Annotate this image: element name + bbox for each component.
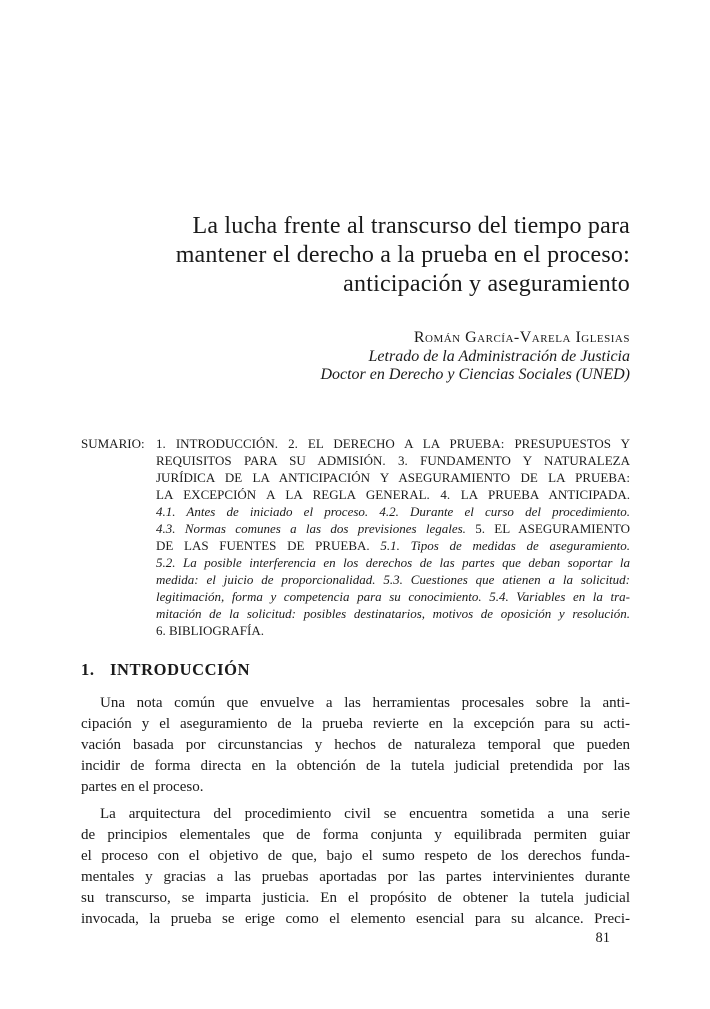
paragraph [81, 804, 630, 930]
paragraph-line: mentales y gracias a las pruebas aportadas por las partes intervinientes durante [81, 868, 630, 885]
summary-line [156, 435, 630, 452]
summary-line [156, 469, 630, 486]
summary-line [156, 622, 630, 639]
page-number: 81 [595, 930, 610, 946]
summary-segment: 5.1. Tipos de medidas de aseguramiento. [380, 537, 630, 553]
section-title: INTRODUCCIÓN [110, 659, 251, 679]
summary-segment: medida: el juicio de proporcionalidad. 5.3. Cuestiones que atienen a la solicitud: [156, 571, 630, 587]
paragraph-line: incidir de forma directa en la obtención de la tutela judicial pretendida por las [81, 757, 630, 774]
summary-line [156, 503, 630, 520]
title-line: La lucha frente al transcurso del tiempo para [192, 213, 630, 239]
summary-line [156, 537, 630, 554]
paragraph-line: vación basada por circunstancias y hechos de naturaleza temporal que pueden [81, 736, 630, 753]
body-paragraphs [81, 693, 630, 930]
section-number: 1. [81, 659, 95, 679]
summary-segment: 1. INTRODUCCIÓN. 2. EL DERECHO A LA PRUEBA: PRESUPUESTOS Y [156, 435, 630, 451]
summary-line [156, 452, 630, 469]
summary-label: SUMARIO: [81, 435, 145, 451]
paragraph-line: partes en el proceso. [81, 778, 204, 795]
paragraph-line: cipación y el aseguramiento de la prueba revierte en la excepción para su acti- [81, 715, 630, 732]
author-name: Román García-Varela Iglesias [413, 329, 630, 346]
summary-segment: 4.1. Antes de iniciado el proceso. 4.2. Durante el curso del procedimiento. [156, 503, 630, 519]
summary-line [156, 605, 630, 622]
summary-segment: legitimación, forma y competencia para su conocimiento. 5.4. Variables en la tra- [156, 588, 630, 604]
section-heading [81, 660, 630, 680]
author-affiliation: Doctor en Derecho y Ciencias Sociales (UNED) [320, 366, 630, 383]
summary-segment: LA EXCEPCIÓN A LA REGLA GENERAL. 4. LA PRUEBA ANTICIPADA. [156, 486, 630, 502]
paragraph-line: de principios elementales que de forma conjunta y equilibrada permiten guiar [81, 826, 630, 843]
author-block [81, 329, 630, 385]
summary-line [156, 554, 630, 571]
summary-segment: JURÍDICA DE LA ANTICIPACIÓN Y ASEGURAMIENTO DE LA PRUEBA: [156, 469, 630, 485]
summary-line [156, 588, 630, 605]
summary-line [156, 571, 630, 588]
paragraph-line: el proceso con el objetivo de que, bajo el sumo respeto de los derechos funda- [81, 847, 630, 864]
summary-segment: 5.2. La posible interferencia en los derechos de las partes que deban soportar la [156, 554, 630, 570]
paragraph-line: invocada, la prueba se erige como el elemento esencial para su alcance. Preci- [81, 910, 630, 927]
title-line: mantener el derecho a la prueba en el proceso: [175, 242, 630, 268]
summary-line [156, 520, 630, 537]
summary-segment: REQUISITOS PARA SU ADMISIÓN. 3. FUNDAMENTO Y NATURALEZA [156, 452, 630, 468]
summary-section [81, 435, 630, 639]
paragraph-line: su transcurso, se imparta justicia. En el propósito de obtener la tutela judicial [81, 889, 630, 906]
summary-segment: 5. EL ASEGURAMIENTO [475, 520, 631, 536]
summary-segment: mitación de la solicitud: posibles destinatarios, motivos de oposición y resolución. [156, 605, 630, 621]
paragraph-line: Una nota común que envuelve a las herramientas procesales sobre la anti- [100, 694, 630, 711]
summary-line [156, 486, 630, 503]
title-line: anticipación y aseguramiento [343, 271, 630, 297]
paragraph-line: La arquitectura del procedimiento civil se encuentra sometida a una serie [100, 805, 630, 822]
summary-segment: DE LAS FUENTES DE PRUEBA. [156, 537, 381, 553]
article-title [81, 212, 630, 299]
summary-entries [156, 435, 630, 639]
paragraph [81, 693, 630, 798]
author-affiliation: Letrado de la Administración de Justicia [368, 347, 630, 365]
summary-segment: 6. BIBLIOGRAFÍA. [156, 622, 264, 638]
summary-segment: 4.3. Normas comunes a las dos previsiones legales. [156, 520, 476, 536]
